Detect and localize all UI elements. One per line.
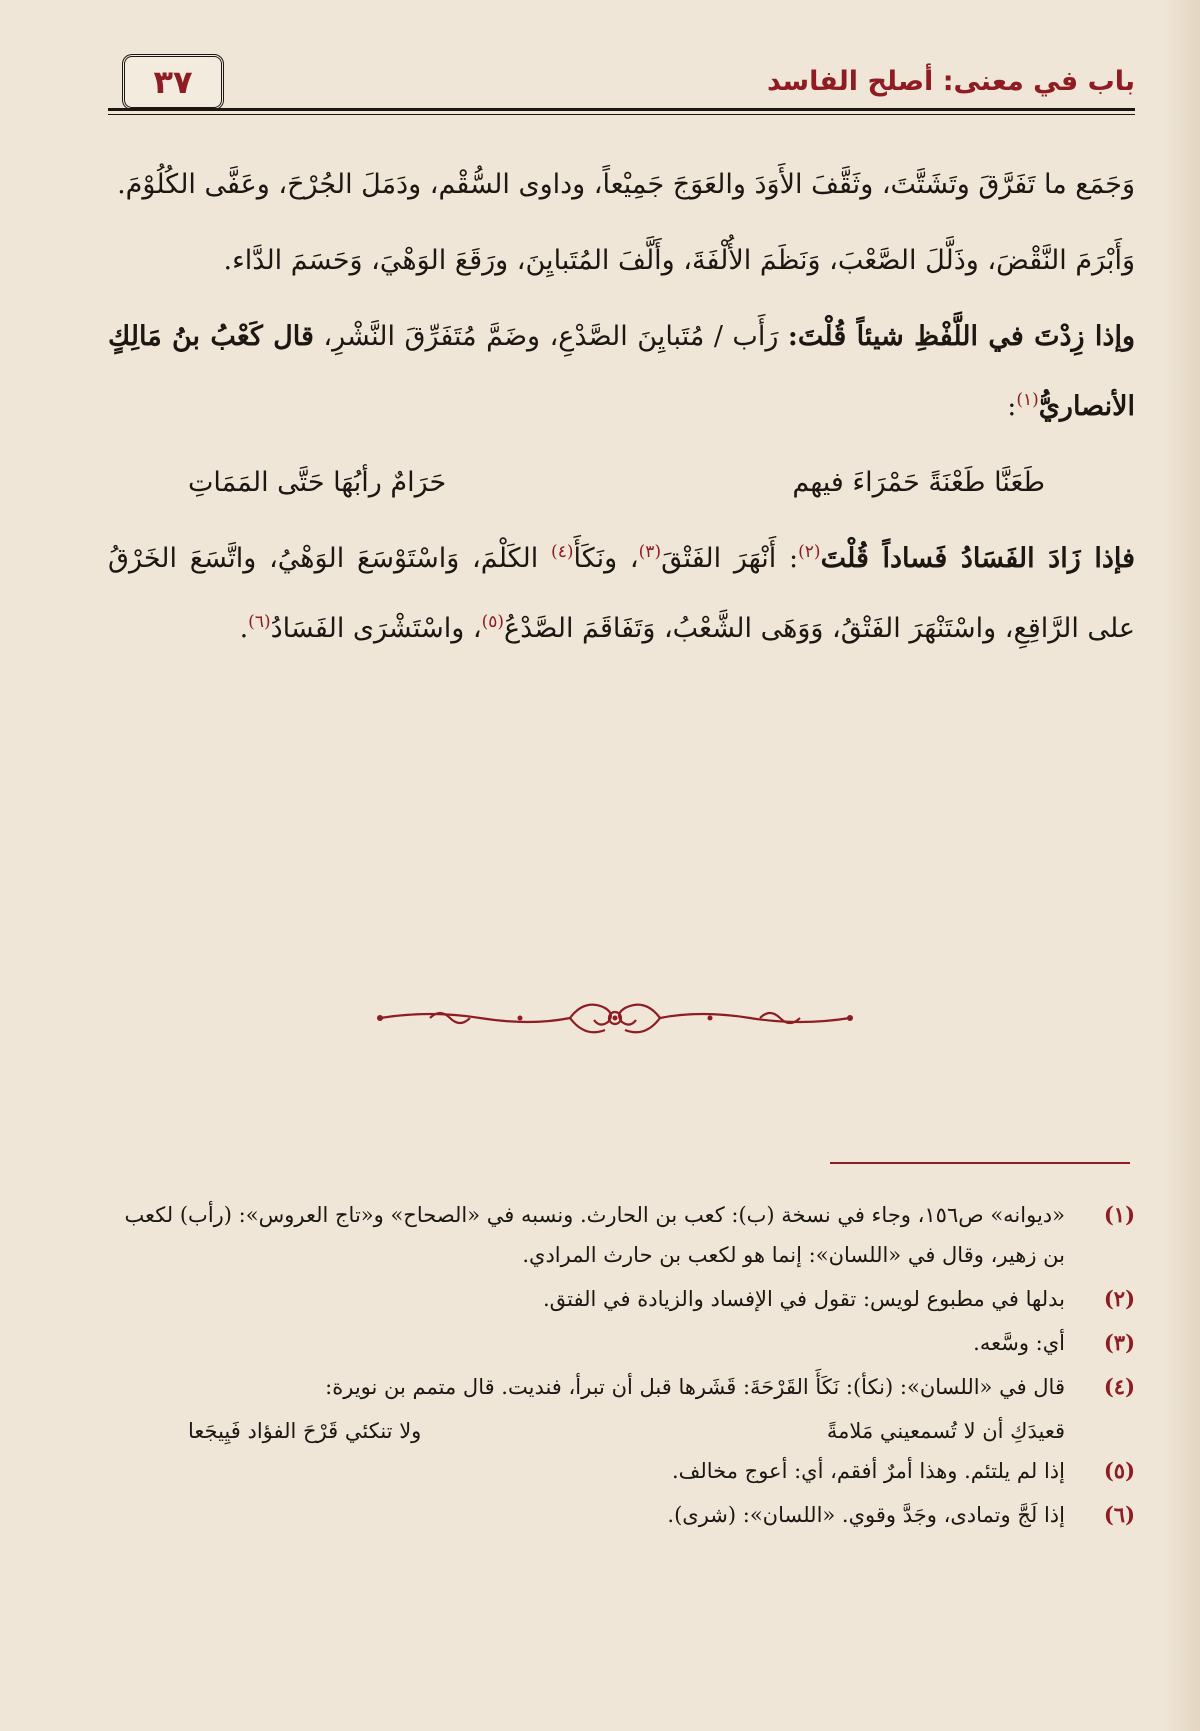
footnote-text: أي: وسَّعه.: [973, 1331, 1065, 1355]
footnote-4: [108, 1367, 1135, 1407]
header-rule-thin: [108, 114, 1135, 115]
paragraph-4-part-b: ، ونَكَأَ: [573, 543, 639, 574]
footnote-ref-1[interactable]: (١): [1016, 390, 1039, 410]
verse-hemistich-left: حَرَامٌ رأبُهَا حَتَّى المَمَاتِ: [188, 467, 447, 498]
footnote-ref-5[interactable]: (٥): [481, 612, 505, 632]
footnote-ref-4[interactable]: (٤): [551, 542, 574, 562]
footnote-separator: [830, 1162, 1130, 1164]
footnote-text: «ديوانه» ص١٥٦، وجاء في نسخة (ب): كعب بن الحارث. ونسبه في «الصحاح» و«تاج العروس»: (رأب) لكعب بن زهير، وقال في «اللسان»: إنما هو لكعب بن حارث المرادي.: [124, 1203, 1065, 1267]
paragraph-4-end: .: [239, 613, 249, 644]
paragraph-2: وَأَبْرَمَ النَّقْضَ، وذَلَّلَ الصَّعْبَ، وَنَظَمَ الأُلْفَةَ، وأَلَّفَ المُتَبايِنَ، ورَقَعَ الوَهْيَ، وَحَسَمَ الدَّاء.: [223, 245, 1135, 276]
footnote-verse: [108, 1411, 1135, 1451]
footnote-1: [108, 1195, 1135, 1275]
page-header: [108, 52, 1135, 110]
footnote-number: (٤): [1103, 1374, 1135, 1399]
footnote-verse-right: قعيدَكِ أن لا تُسمعيني مَلامةً: [826, 1419, 1065, 1443]
footnote-ref-6[interactable]: (٦): [248, 612, 271, 632]
footnote-number: (٢): [1103, 1286, 1135, 1311]
footnote-text: قال في «اللسان»: (نكأ): نَكَأَ القَرْحَةَ: قَشَرها قبل أن تبرأ، فنديت. قال متمم بن نويرة:: [325, 1375, 1065, 1399]
footnote-number: (٥): [1103, 1458, 1135, 1483]
footnote-text: إذا لم يلتئم. وهذا أمرٌ أفقم، أي: أعوج مخالف.: [671, 1459, 1065, 1483]
footnote-number: (٦): [1103, 1502, 1135, 1527]
paragraph-3-body: رَأَب / مُتَبايِنَ الصَّدْعِ، وضَمَّ مُتَفَرِّقَ النَّشْرِ،: [313, 321, 788, 352]
footnote-6: [108, 1495, 1135, 1535]
page-number-frame: [122, 54, 224, 110]
header-rule: [108, 108, 1135, 111]
footnote-number: (١): [1103, 1202, 1135, 1227]
footnote-3: [108, 1323, 1135, 1363]
paragraph-4-part-d: ، واسْتَشْرَى الفَسَادُ: [270, 613, 482, 644]
paragraph-4-part-c: الكَلْمَ، وَاسْتَوْسَعَ الوَهْيُ، واتَّسَعَ الخَرْقُ على الرَّاقِعِ، واسْتَنْهَرَ الفَتْقُ، وَوَهَى الشَّعْبُ، وَتَفَاقَمَ الصَّدْعُ: [108, 543, 1135, 644]
footnote-verse-left: ولا تنكئي قَرْحَ الفؤاد فَيِيجَعا: [188, 1419, 422, 1443]
chapter-title: باب في معنى: أصلح الفاسد: [766, 66, 1135, 97]
verse-hemistich-right: طَعَنَّا طَعْنَةً حَمْرَاءَ فيهم: [792, 467, 1045, 498]
footnotes: [108, 1195, 1135, 1539]
footnote-ref-3[interactable]: (٣): [638, 542, 662, 562]
footnote-2: [108, 1279, 1135, 1319]
footnote-text: بدلها في مطبوع لويس: تقول في الإفساد والزيادة في الفتق.: [542, 1287, 1065, 1311]
footnote-text: إذا لَجَّ وتمادى، وجَدَّ وقوي. «اللسان»: (شرى).: [667, 1503, 1065, 1527]
paragraph-4-part-a: : أَنْهَرَ الفَتْقَ: [661, 543, 799, 574]
paragraph-3: [108, 302, 1135, 442]
paragraph-4: [108, 524, 1135, 664]
footnote-5: [108, 1451, 1135, 1491]
footnote-ref-2[interactable]: (٢): [798, 542, 821, 562]
paragraph-3-attribution: قال كَعْبُ بنُ مَالِكٍ الأنصاريُّ: [108, 321, 1135, 422]
footnote-number: (٣): [1103, 1330, 1135, 1355]
floral-divider-ornament-icon: [370, 988, 860, 1048]
page-number: ٣٧: [153, 63, 193, 101]
paragraph-3-lead: وإذا زِدْتَ في اللَّفْظِ شيئاً قُلْتَ:: [787, 321, 1135, 352]
main-text: [108, 150, 1135, 670]
paragraph-4-lead: فإذا زَادَ الفَسَادُ فَساداً قُلْتَ: [820, 543, 1135, 574]
paragraph-1: وَجَمَع ما تَفَرَّقَ وتَشَتَّتَ، وثَقَّفَ الأَوَدَ والعَوَجَ جَمِيْعاً، وداوى السُّقْم، ودَمَلَ الجُرْحَ، وعَفَّى الكُلُوْمَ.: [117, 169, 1135, 200]
page-edge: [1162, 0, 1200, 1731]
paragraph-3-colon: :: [1007, 391, 1017, 422]
poem-verse: [108, 448, 1135, 512]
